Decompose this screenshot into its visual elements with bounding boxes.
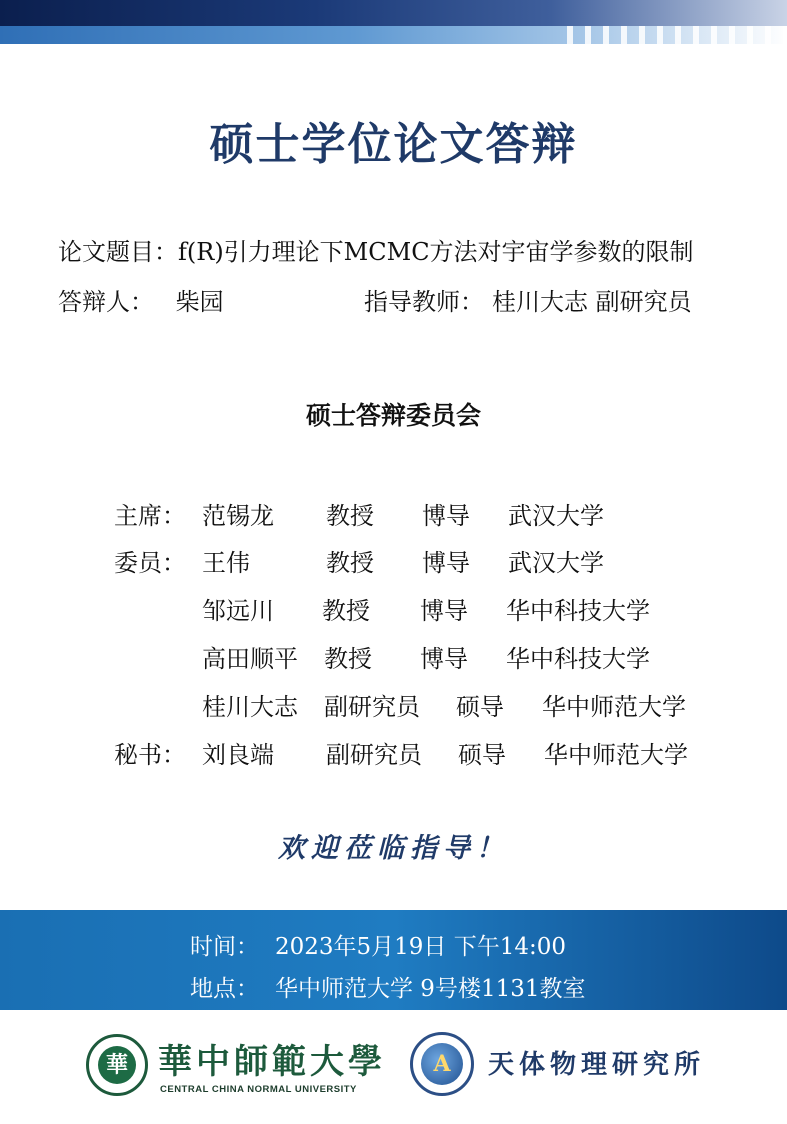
member-degree: 博导 bbox=[422, 549, 470, 577]
member-degree: 博导 bbox=[420, 597, 468, 625]
member-name: 高田顺平 bbox=[202, 645, 298, 673]
member-title: 教授 bbox=[324, 645, 372, 673]
member-degree: 硕导 bbox=[456, 693, 504, 721]
member-name: 桂川大志 bbox=[202, 693, 298, 721]
member-degree: 博导 bbox=[422, 502, 470, 530]
member-name: 邹远川 bbox=[202, 597, 274, 625]
member-affiliation: 武汉大学 bbox=[508, 502, 604, 530]
thesis-label: 论文题目： bbox=[58, 238, 178, 266]
member-role: 秘书： bbox=[114, 741, 186, 769]
place-label: 地点： bbox=[190, 976, 259, 1002]
member-role: 主席： bbox=[114, 502, 186, 530]
member-name: 刘良端 bbox=[202, 741, 274, 769]
member-name: 范锡龙 bbox=[202, 502, 274, 530]
time-label: 时间： bbox=[190, 934, 259, 960]
university-name-cn: 華中師範大學 bbox=[158, 1042, 386, 1082]
footer-logos bbox=[0, 1026, 787, 1106]
defender-line bbox=[58, 282, 758, 317]
defender-label: 答辩人： bbox=[58, 288, 154, 316]
member-degree: 硕导 bbox=[458, 741, 506, 769]
member-affiliation: 武汉大学 bbox=[508, 549, 604, 577]
top-banner bbox=[0, 0, 787, 44]
committee-heading: 硕士答辩委员会 bbox=[305, 401, 481, 430]
thesis-line bbox=[58, 232, 694, 267]
member-title: 教授 bbox=[326, 502, 374, 530]
member-affiliation: 华中科技大学 bbox=[506, 597, 650, 625]
member-name: 王伟 bbox=[202, 549, 250, 577]
defender-name: 柴园 bbox=[175, 288, 224, 316]
page-title: 硕士学位论文答辩 bbox=[209, 119, 578, 170]
top-banner-stripes bbox=[567, 26, 787, 44]
member-role: 委员： bbox=[114, 549, 186, 577]
ccnu-seal-emblem-icon: 華 bbox=[98, 1046, 136, 1084]
member-degree: 博导 bbox=[420, 645, 468, 673]
member-affiliation: 华中师范大学 bbox=[544, 741, 688, 769]
thesis-title: f(R)引力理论下MCMC方法对宇宙学参数的限制 bbox=[178, 238, 694, 266]
member-title: 教授 bbox=[322, 597, 370, 625]
member-affiliation: 华中师范大学 bbox=[542, 693, 686, 721]
university-name-en: CENTRAL CHINA NORMAL UNIVERSITY bbox=[160, 1084, 357, 1095]
member-title: 教授 bbox=[326, 549, 374, 577]
member-affiliation: 华中科技大学 bbox=[506, 645, 650, 673]
event-time-line bbox=[190, 928, 566, 961]
institute-seal-icon bbox=[410, 1032, 474, 1096]
advisor-name: 桂川大志 副研究员 bbox=[492, 288, 692, 316]
institute-seal-emblem-icon: A bbox=[421, 1043, 463, 1085]
welcome-message: 欢迎莅临指导！ bbox=[278, 833, 509, 864]
member-title: 副研究员 bbox=[326, 741, 422, 769]
event-place-line bbox=[190, 970, 585, 1003]
event-info-band bbox=[0, 910, 787, 1010]
institute-name: 天体物理研究所 bbox=[488, 1050, 706, 1080]
time-value: 2023年5月19日 下午14:00 bbox=[275, 934, 567, 960]
advisor-label: 指导教师： bbox=[364, 288, 484, 316]
ccnu-seal-icon bbox=[86, 1034, 148, 1096]
top-banner-dark-strip bbox=[0, 0, 787, 26]
member-title: 副研究员 bbox=[324, 693, 420, 721]
place-value: 华中师范大学 9号楼1131教室 bbox=[275, 976, 586, 1002]
